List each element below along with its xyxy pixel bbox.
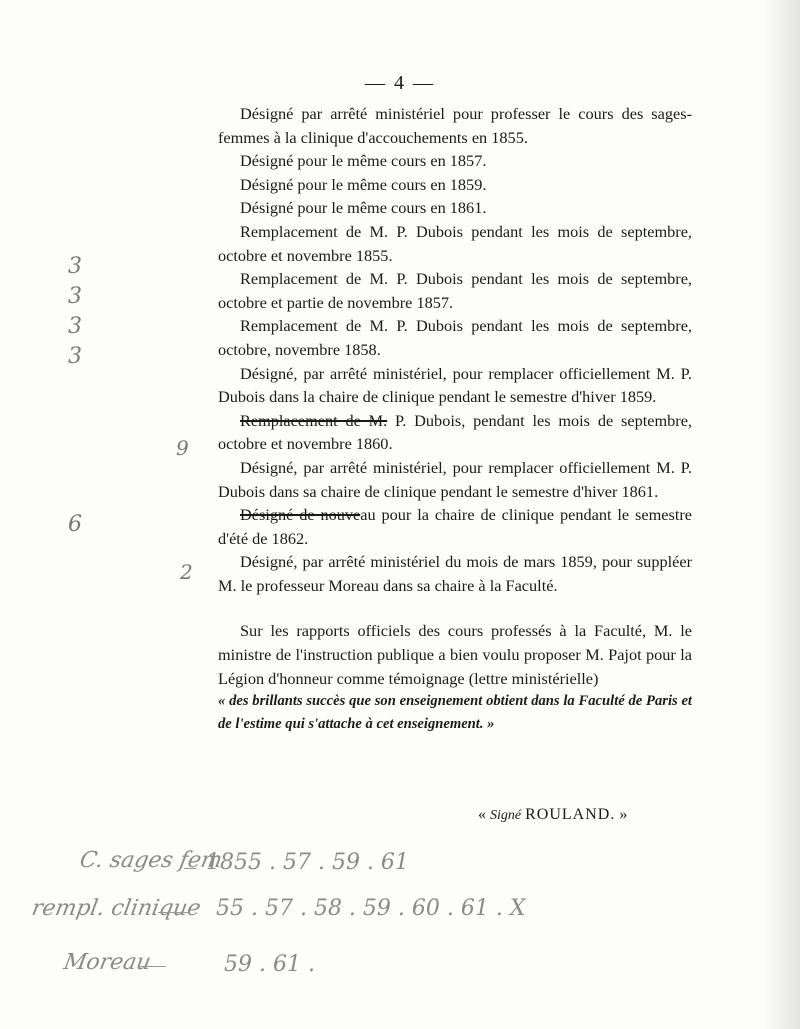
margin-digit: 3: [68, 344, 82, 369]
paragraph-cours-1859: Désigné pour le même cours en 1859.: [240, 174, 487, 194]
quote-close-mark: »: [619, 806, 628, 823]
margin-digit: 3: [68, 254, 82, 279]
margin-digit: 3: [68, 284, 82, 309]
paragraph-cours-1857: Désigné pour le même cours en 1857.: [240, 151, 487, 171]
paragraph-remplacement-1858: Remplacement de M. P. Dubois pendant les mois de septembre, octobre, novembre 1858.: [218, 316, 692, 359]
paragraph-text: P. Dubois, pendant les mois de septembre, octobre et novembre 1860.: [218, 410, 692, 454]
page-number: — 4 —: [365, 72, 435, 94]
margin-note-1862: 2: [180, 560, 193, 584]
handwritten-values: 1855 . 57 . 59 . 61: [206, 850, 409, 875]
margin-note-1861: 6: [68, 512, 82, 537]
signature-name: ROULAND.: [525, 806, 616, 823]
handwritten-dash: [140, 966, 166, 967]
margin-digit: 3: [68, 314, 82, 339]
paragraph-text: au pour la chaire de clinique pendant le semestre d'été de 1862.: [218, 505, 692, 548]
margin-note-1860: 9: [176, 436, 189, 460]
paragraph-legion-honneur: Sur les rapports officiels des cours professés à la Faculté, M. le ministre de l'instruction publique a bien voulu proposer M. Pajot pour la Légion d'honneur comme témoignage (lettre ministérielle): [218, 621, 692, 688]
handwritten-label: rempl. clinique: [29, 896, 203, 921]
handwritten-label: Moreau: [61, 950, 153, 975]
signature-prefix: Signé: [490, 808, 522, 823]
paragraph-remplacement-1855: Remplacement de M. P. Dubois pendant les mois de septembre, octobre et novembre 1855.: [218, 221, 692, 265]
ministerial-quote: « des brillants succès que son enseignement obtient dans la Faculté de Paris et de l'estime qui s'attache à cet enseignement. »: [218, 693, 692, 733]
quote-open-mark: «: [478, 806, 486, 823]
handwritten-dash: [158, 912, 188, 913]
handwritten-dash: [184, 868, 196, 869]
handwritten-values: 59 . 61 .: [224, 952, 315, 977]
struck-text: Désigné de nouve: [240, 505, 361, 525]
paragraph-sages-femmes-1855: Désigné par arrêté ministériel pour professer le cours des sages-femmes à la clinique d'accouchements en 1855.: [218, 104, 692, 147]
paragraph-remplacement-1857: Remplacement de M. P. Dubois pendant les mois de septembre, octobre et partie de novembre 1857.: [218, 269, 692, 312]
struck-text: Remplacement de M.: [240, 410, 388, 430]
paragraph-chaire-hiver-1859: Désigné, par arrêté ministériel, pour remplacer officiellement M. P. Dubois dans la chaire de clinique pendant le semestre d'hiver 1859.: [218, 363, 692, 407]
handwritten-values: 55 . 57 . 58 . 59 . 60 . 61 . X: [216, 896, 526, 921]
paragraph-chaire-hiver-1861: Désigné, par arrêté ministériel, pour remplacer officiellement M. P. Dubois dans sa chaire de clinique pendant le semestre d'hiver 1861.: [218, 457, 692, 501]
paragraph-cours-1861: Désigné pour le même cours en 1861.: [240, 198, 487, 218]
paragraph-moreau-1859: Désigné, par arrêté ministériel du mois de mars 1859, pour suppléer M. le professeur Moreau dans sa chaire à la Faculté.: [218, 552, 692, 595]
handwritten-label: C. sages fem: [77, 848, 225, 873]
